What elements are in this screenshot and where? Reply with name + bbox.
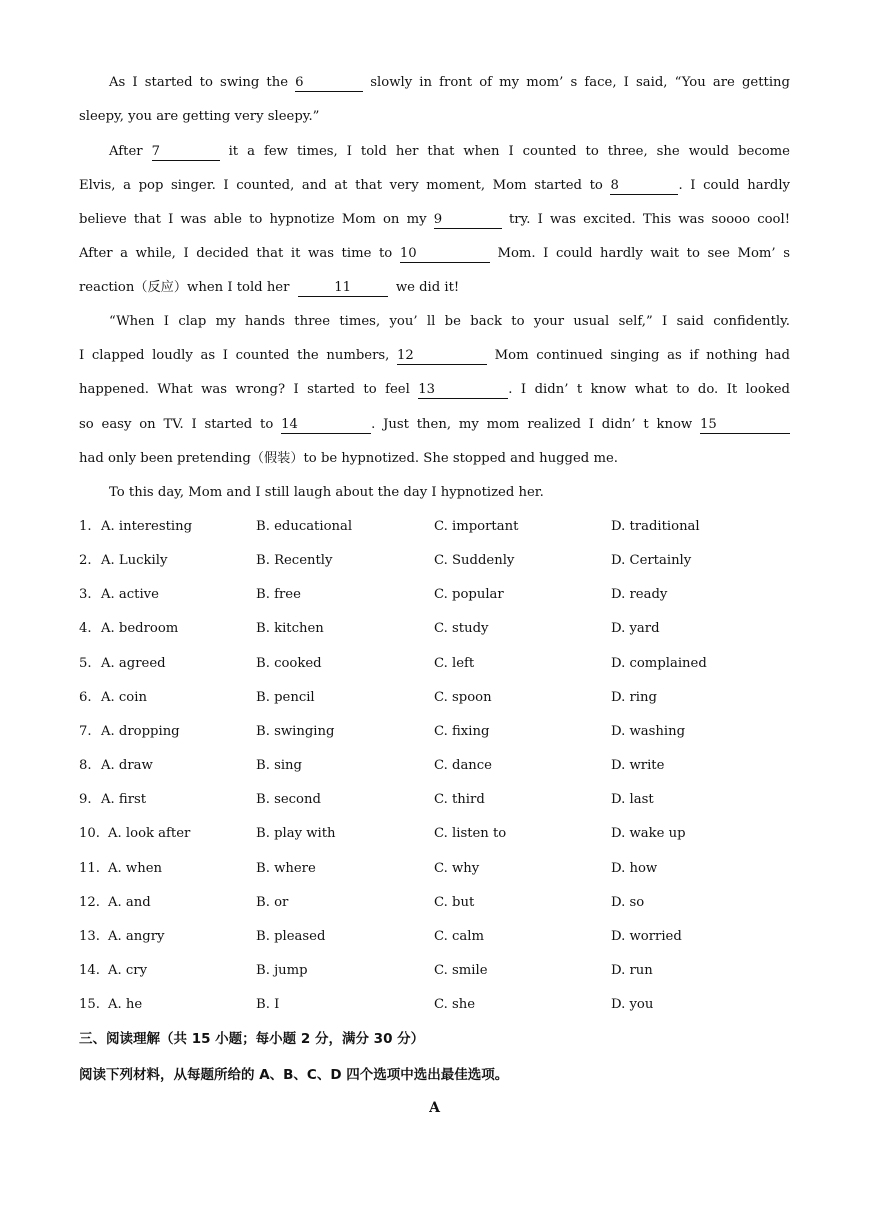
blank-8: 8 (610, 178, 678, 195)
option-d: D. ring (611, 689, 657, 705)
option-a: A. Luckily (101, 553, 168, 569)
question-number: 8. (79, 758, 92, 774)
passage-line (79, 442, 790, 476)
question-row (79, 783, 790, 817)
option-b: B. free (256, 587, 301, 603)
option-d: D. write (611, 758, 665, 774)
question-number: 15. (79, 997, 100, 1013)
passage-text: . Just then, my mom realized I didn’ t know (371, 417, 693, 432)
option-b: B. or (256, 894, 289, 910)
section-title: 三、阅读理解（共 15 小题；每小题 2 分，满分 30 分） (79, 1031, 425, 1047)
option-a: A. first (101, 792, 147, 808)
option-a: A. coin (101, 689, 147, 705)
option-c: C. important (434, 519, 519, 534)
option-c: C. dance (434, 758, 492, 774)
question-row (79, 647, 790, 681)
passage-line (79, 66, 790, 100)
option-a: A. dropping (101, 723, 180, 739)
option-a: A. when (108, 860, 162, 876)
question-number: 11. (79, 860, 100, 876)
question-number: 1. (79, 519, 92, 534)
option-d: D. so (611, 894, 645, 910)
section-instruction: 阅读下列材料，从每题所给的 A、B、C、D 四个选项中选出最佳选项。 (79, 1067, 509, 1083)
question-row (79, 817, 790, 851)
passage-line (79, 339, 790, 373)
blank-13: 13 (418, 382, 508, 399)
option-b: B. play with (256, 826, 336, 842)
passage-line (79, 373, 790, 407)
passage-label: A (429, 1100, 440, 1116)
option-a: A. agreed (101, 655, 166, 671)
option-c: C. Suddenly (434, 553, 515, 569)
blank-9: 9 (434, 212, 502, 229)
passage-text: Mom continued singing as if nothing had (494, 348, 790, 363)
blank-12: 12 (397, 348, 487, 365)
passage-line (79, 203, 790, 237)
option-b: B. pleased (256, 928, 326, 944)
question-number: 13. (79, 928, 100, 944)
option-d: D. you (611, 997, 654, 1013)
question-number: 14. (79, 962, 100, 978)
passage-line (79, 237, 790, 271)
passage-text: so easy on TV. I started to (79, 417, 274, 432)
option-c: C. why (434, 860, 480, 876)
blank-11: 11 (298, 280, 388, 297)
question-row (79, 852, 790, 886)
option-a: A. he (108, 997, 143, 1013)
passage-text: it a few times, I told her that when I counted to three, she would become (228, 144, 790, 159)
option-a: A. angry (108, 928, 165, 944)
option-c: C. but (434, 894, 475, 910)
option-d: D. traditional (611, 519, 700, 534)
option-c: C. study (434, 621, 489, 637)
passage-line (79, 408, 790, 442)
question-number: 7. (79, 723, 92, 739)
passage-text: Mom. I could hardly wait to see Mom’ s (497, 246, 790, 261)
passage-text: slowly in front of my mom’ s face, I said, “You are getting (370, 75, 790, 90)
option-b: B. second (256, 792, 321, 808)
option-a: A. active (101, 587, 159, 603)
passage-line (79, 476, 790, 510)
blank-15: 15 (700, 417, 790, 434)
question-number: 6. (79, 689, 92, 705)
passage-line (79, 305, 790, 339)
blank-7: 7 (152, 144, 220, 161)
passage-text: we did it! (395, 280, 460, 295)
option-a: A. cry (108, 962, 148, 978)
passage-text: “When I clap my hands three times, you’ ll be back to your usual self,” I said confidently. (109, 314, 790, 329)
passage-line (79, 100, 790, 134)
option-a: A. look after (108, 826, 191, 842)
question-number: 9. (79, 792, 92, 808)
passage-text: After (109, 144, 143, 159)
passage-text: To this day, Mom and I still laugh about the day I hypnotized her. (109, 485, 544, 500)
question-number: 4. (79, 621, 92, 637)
option-b: B. sing (256, 758, 302, 774)
option-a: A. interesting (101, 519, 193, 534)
option-a: A. bedroom (101, 621, 179, 637)
passage-text: reaction（反应）when I told her (79, 280, 290, 295)
option-c: C. smile (434, 962, 488, 978)
passage-line (79, 271, 790, 305)
question-row (79, 612, 790, 646)
passage-text: Elvis, a pop singer. I counted, and at that very moment, Mom started to (79, 178, 603, 193)
passage-text: believe that I was able to hypnotize Mom on my (79, 212, 427, 227)
option-c: C. she (434, 997, 476, 1013)
question-number: 5. (79, 655, 92, 671)
question-row (79, 544, 790, 578)
option-d: D. run (611, 962, 653, 978)
option-c: C. left (434, 655, 475, 671)
option-d: D. yard (611, 621, 660, 637)
question-row (79, 920, 790, 954)
question-row (79, 578, 790, 612)
question-row (79, 886, 790, 920)
passage-text: I clapped loudly as I counted the numbers, (79, 348, 390, 363)
question-row (79, 749, 790, 783)
passage-text: . I could hardly (678, 178, 790, 193)
passage-text: . I didn’ t know what to do. It looked (508, 382, 790, 397)
question-row (79, 988, 790, 1022)
option-b: B. educational (256, 519, 353, 534)
option-b: B. where (256, 860, 316, 876)
option-d: D. washing (611, 723, 686, 739)
passage-line (79, 169, 790, 203)
option-d: D. Certainly (611, 553, 692, 569)
option-c: C. calm (434, 928, 484, 944)
question-row (79, 681, 790, 715)
question-number: 12. (79, 894, 100, 910)
blank-6: 6 (295, 75, 363, 92)
option-b: B. swinging (256, 723, 335, 739)
option-c: C. fixing (434, 723, 490, 739)
passage-text: happened. What was wrong? I started to feel (79, 382, 410, 397)
passage-text: As I started to swing the (109, 75, 288, 90)
option-b: B. kitchen (256, 621, 324, 637)
question-row (79, 954, 790, 988)
passage-text: had only been pretending（假装）to be hypnotized. She stopped and hugged me. (79, 451, 618, 466)
option-b: B. jump (256, 962, 308, 978)
option-d: D. worried (611, 928, 682, 944)
option-d: D. wake up (611, 826, 686, 842)
option-c: C. third (434, 792, 485, 808)
option-c: C. popular (434, 587, 504, 603)
option-d: D. ready (611, 587, 668, 603)
option-d: D. complained (611, 655, 707, 671)
question-row (79, 510, 790, 544)
option-a: A. draw (101, 758, 153, 774)
option-c: C. spoon (434, 689, 492, 705)
blank-10: 10 (400, 246, 490, 263)
passage-line (79, 135, 790, 169)
question-number: 3. (79, 587, 92, 603)
option-b: B. I (256, 997, 280, 1013)
option-a: A. and (108, 894, 151, 910)
option-b: B. cooked (256, 655, 322, 671)
passage-text: After a while, I decided that it was time to (79, 246, 393, 261)
passage-text: try. I was excited. This was soooo cool! (508, 212, 790, 227)
question-number: 2. (79, 553, 92, 569)
option-c: C. listen to (434, 826, 507, 842)
blank-14: 14 (281, 417, 371, 434)
option-b: B. pencil (256, 689, 315, 705)
question-number: 10. (79, 826, 100, 842)
passage-text: sleepy, you are getting very sleepy.” (79, 109, 320, 124)
option-d: D. last (611, 792, 654, 808)
question-row (79, 715, 790, 749)
option-b: B. Recently (256, 553, 333, 569)
option-d: D. how (611, 860, 658, 876)
